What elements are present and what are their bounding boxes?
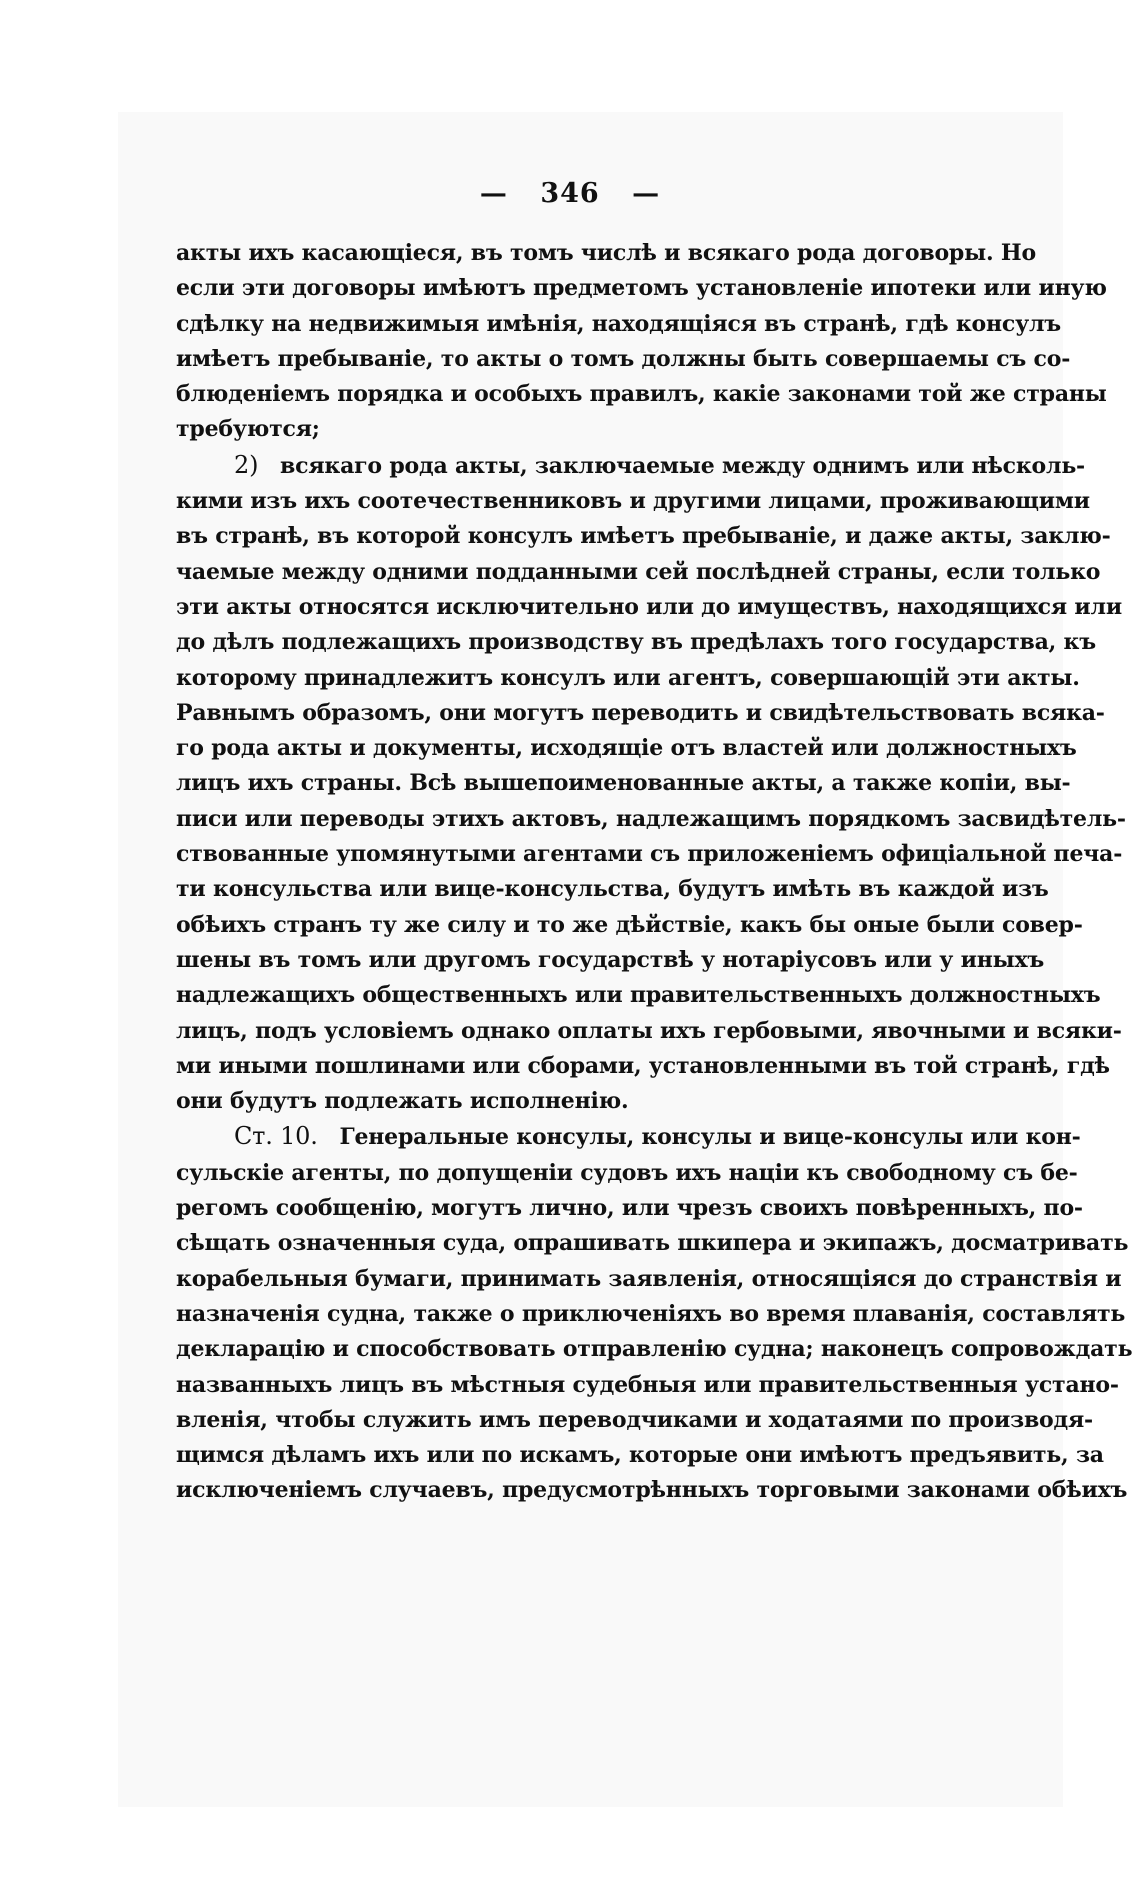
text-line-content: всякаго рода акты, заключаемые между однимъ или нѣсколь- bbox=[280, 452, 1085, 479]
article-number: Ст. 10. bbox=[234, 1122, 318, 1151]
text-line: шены въ томъ или другомъ государствѣ у нотаріусовъ или у иныхъ bbox=[176, 946, 1045, 973]
page-number-dash-right: — bbox=[632, 178, 661, 209]
text-line: они будутъ подлежать исполненію. bbox=[176, 1088, 629, 1115]
text-line: писи или переводы этихъ актовъ, надлежащимъ порядкомъ засвидѣтель- bbox=[176, 805, 1126, 832]
item-number: 2) bbox=[234, 450, 259, 479]
page-number: 346 bbox=[540, 178, 600, 209]
text-line: щимся дѣламъ ихъ или по искамъ, которые они имѣютъ предъявить, за bbox=[176, 1442, 1104, 1469]
text-line: исключеніемъ случаевъ, предусмотрѣнныхъ торговыми законами обѣихъ bbox=[176, 1477, 1128, 1504]
page-number-dash-left: — bbox=[479, 178, 508, 209]
text-line: обѣихъ странъ ту же силу и то же дѣйствіе, какъ бы оные были совер- bbox=[176, 911, 1083, 938]
text-line: сульскіе агенты, по допущеніи судовъ ихъ націи къ свободному съ бе- bbox=[176, 1159, 1078, 1186]
paragraph-1 bbox=[176, 236, 1107, 448]
text-line: декларацію и способствовать отправленію судна; наконецъ сопровождать bbox=[176, 1336, 1133, 1363]
text-line-first bbox=[176, 448, 1085, 484]
page-number-header bbox=[0, 178, 1140, 209]
text-line: ми иными пошлинами или сборами, установленными въ той странѣ, гдѣ bbox=[176, 1052, 1110, 1079]
text-line: чаемые между одними подданными сей послѣдней страны, если только bbox=[176, 558, 1101, 585]
text-line: требуются; bbox=[176, 416, 320, 443]
text-line: го рода акты и документы, исходящіе отъ властей или должностныхъ bbox=[176, 735, 1077, 762]
text-line: ти консульства или вице-консульства, будутъ имѣть въ каждой изъ bbox=[176, 876, 1049, 903]
text-line: назначенія судна, также о приключеніяхъ во время плаванія, составлять bbox=[176, 1300, 1126, 1327]
text-line: имѣетъ пребываніе, то акты о томъ должны быть совершаемы съ со- bbox=[176, 345, 1071, 372]
text-line: названныхъ лицъ въ мѣстныя судебныя или правительственныя устано- bbox=[176, 1371, 1119, 1398]
body-text bbox=[176, 236, 1133, 1509]
text-line: сдѣлку на недвижимыя имѣнія, находящіяся въ странѣ, гдѣ консулъ bbox=[176, 310, 1061, 337]
text-line: лицъ, подъ условіемъ однако оплаты ихъ гербовыми, явочными и всяки- bbox=[176, 1017, 1122, 1044]
text-line: до дѣлъ подлежащихъ производству въ предѣлахъ того государства, къ bbox=[176, 629, 1096, 656]
text-line: которому принадлежитъ консулъ или агентъ, совершающій эти акты. bbox=[176, 664, 1080, 691]
text-line-first bbox=[176, 1119, 1081, 1155]
text-line: вленія, чтобы служить имъ переводчиками и ходатаями по производя- bbox=[176, 1406, 1093, 1433]
text-line: акты ихъ касающіеся, въ томъ числѣ и всякаго рода договоры. Но bbox=[176, 240, 1036, 266]
text-line: надлежащихъ общественныхъ или правительственныхъ должностныхъ bbox=[176, 982, 1101, 1009]
text-line: Равнымъ образомъ, они могутъ переводить и свидѣтельствовать всяка- bbox=[176, 699, 1105, 726]
text-line: ствованные упомянутыми агентами съ приложеніемъ офиціальной печа- bbox=[176, 841, 1123, 868]
text-line: сѣщать означенныя суда, опрашивать шкипера и экипажъ, досматривать bbox=[176, 1230, 1129, 1257]
text-line: если эти договоры имѣютъ предметомъ установленіе ипотеки или иную bbox=[176, 275, 1107, 302]
text-line: регомъ сообщенію, могутъ лично, или чрезъ своихъ повѣренныхъ, по- bbox=[176, 1195, 1083, 1222]
text-line: эти акты относятся исключительно или до имуществъ, находящихся или bbox=[176, 593, 1122, 620]
text-line: корабельныя бумаги, принимать заявленія, относящіяся до странствія и bbox=[176, 1265, 1122, 1292]
text-line: лицъ ихъ страны. Всѣ вышепоименованные акты, а также копіи, вы- bbox=[176, 770, 1071, 797]
text-line: блюденіемъ порядка и особыхъ правилъ, какіе законами той же страны bbox=[176, 381, 1107, 408]
paragraph-3 bbox=[176, 1119, 1133, 1508]
text-line: кими изъ ихъ соотечественниковъ и другими лицами, проживающими bbox=[176, 488, 1090, 515]
text-line-content: Генеральные консулы, консулы и вице-консулы или кон- bbox=[339, 1124, 1081, 1151]
text-line: въ странѣ, въ которой консулъ имѣетъ пребываніе, и даже акты, заклю- bbox=[176, 523, 1111, 550]
paragraph-2 bbox=[176, 448, 1126, 1120]
